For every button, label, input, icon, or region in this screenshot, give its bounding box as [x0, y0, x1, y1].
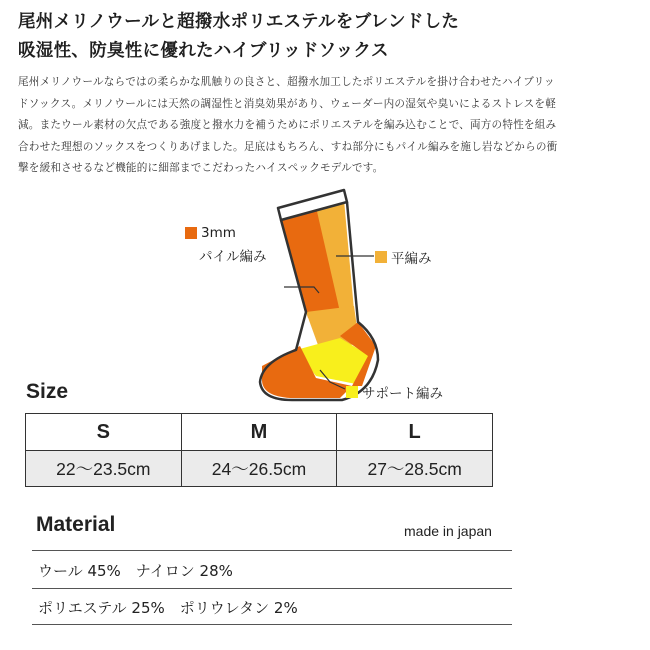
description-line: 合わせた理想のソックスをつくりあげました。足底はもちろん、すね部分にもパイル編みを施し岩などからの衝	[18, 140, 558, 153]
description-line: 撃を緩和させるなど機能的に細部までこだわったハイスペックモデルです。	[18, 162, 384, 174]
flat-swatch-icon	[375, 251, 387, 263]
pile-label-size	[185, 225, 236, 241]
material-row: ウール 45% ナイロン 28%	[38, 562, 233, 580]
flat-label	[375, 247, 432, 267]
size-header-cell: L	[337, 414, 493, 451]
support-label	[346, 382, 443, 402]
material-divider	[32, 550, 512, 551]
size-header-cell: S	[26, 414, 182, 451]
support-label-text: サポート編み	[362, 386, 443, 402]
material-divider	[32, 624, 512, 625]
description-line: 尾州メリノウールならではの柔らかな肌触りの良さと、超撥水加工したポリエステルを掛け合わせたハイブリッ	[18, 76, 555, 88]
description-line: ドソックス。メリノウールには天然の調湿性と消臭効果があり、ウェーダー内の湿気や臭いによるストレスを軽	[18, 97, 556, 110]
size-value-cell: 22〜23.5cm	[26, 451, 182, 487]
size-value-cell: 24〜26.5cm	[181, 451, 337, 487]
size-header-cell: M	[181, 414, 337, 451]
size-table-value-row	[26, 451, 493, 487]
product-description	[18, 72, 633, 180]
sock-diagram	[175, 188, 475, 403]
origin-label: made in japan	[404, 523, 492, 539]
material-heading: Material	[36, 513, 116, 536]
flat-label-text: 平編み	[391, 251, 432, 267]
headline-line: 尾州メリノウールと超撥水ポリエステルをブレンドした	[18, 12, 460, 32]
material-row: ポリエステル 25% ポリウレタン 2%	[38, 599, 298, 617]
pile-swatch-icon	[185, 227, 197, 239]
pile-label-name	[199, 245, 267, 265]
size-heading: Size	[26, 380, 69, 403]
product-headline	[18, 8, 633, 66]
size-value-cell: 27〜28.5cm	[337, 451, 493, 487]
size-table	[25, 413, 493, 487]
pile-label-name-text: パイル編み	[199, 249, 267, 265]
headline-line: 吸湿性、防臭性に優れたハイブリッドソックス	[18, 41, 389, 61]
size-table-header-row	[26, 414, 493, 451]
material-divider	[32, 588, 512, 589]
sock-illustration	[175, 188, 475, 403]
description-line: 減。またウール素材の欠点である強度と撥水力を補うためにポリエステルを編み込むことで、両方の特性を組み	[18, 119, 557, 131]
support-swatch-icon	[346, 386, 358, 398]
pile-label-size-text: 3mm	[201, 225, 236, 241]
